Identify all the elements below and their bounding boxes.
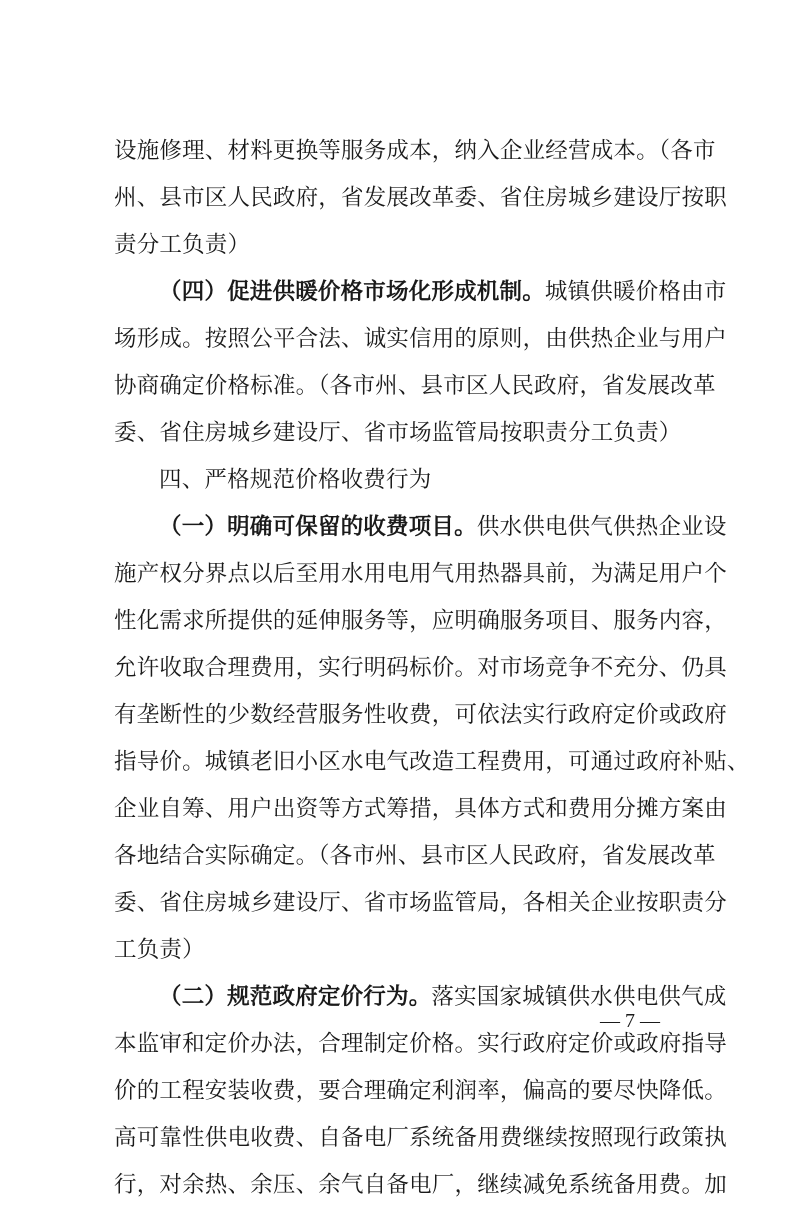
text-line: 设施修理、材料更换等服务成本，纳入企业经营成本。（各市 xyxy=(114,138,716,164)
text-line: 价的工程安装收费，要合理确定利润率，偏高的要尽快降低。 xyxy=(114,1078,727,1104)
text-line: 场形成。按照公平合法、诚实信用的原则，由供热企业与用户 xyxy=(114,326,727,352)
text-line: 高可靠性供电收费、自备电厂系统备用费继续按照现行政策执 xyxy=(114,1125,727,1151)
paragraph-text: 城镇供暖价格由市 xyxy=(544,279,727,305)
paragraph-start-line xyxy=(114,504,727,551)
text-line: 工负责） xyxy=(114,937,205,963)
text-line: 施产权分界点以后至用水用电用气用热器具前，为满足用户个 xyxy=(114,561,727,587)
text-line: 行，对余热、余压、余气自备电厂，继续减免系统备用费。加 xyxy=(114,1172,727,1198)
text-line: 指导价。城镇老旧小区水电气改造工程费用，可通过政府补贴、 xyxy=(114,749,750,775)
section-subheading: （四）促进供暖价格市场化形成机制。 xyxy=(159,279,545,305)
paragraph-text: 落实国家城镇供水供电供气成 xyxy=(431,984,727,1010)
document-body xyxy=(114,128,750,1209)
text-line: 委、省住房城乡建设厅、省市场监管局按职责分工负责） xyxy=(114,420,682,446)
section-subheading: （二）规范政府定价行为。 xyxy=(159,984,432,1010)
text-line: 委、省住房城乡建设厅、省市场监管局，各相关企业按职责分 xyxy=(114,890,727,916)
section-heading: 四、严格规范价格收费行为 xyxy=(159,467,432,493)
section-subheading: （一）明确可保留的收费项目。 xyxy=(159,514,477,540)
page-number: — 7 — xyxy=(600,1010,660,1032)
text-line: 本监审和定价办法，合理制定价格。实行政府定价或政府指导 xyxy=(114,1031,727,1057)
paragraph-start-line xyxy=(114,269,727,316)
text-line: 允许收取合理费用，实行明码标价。对市场竞争不充分、仍具 xyxy=(114,655,727,681)
text-line: 州、县市区人民政府，省发展改革委、省住房城乡建设厅按职 xyxy=(114,185,727,211)
text-line: 企业自筹、用户出资等方式筹措，具体方式和费用分摊方案由 xyxy=(114,796,727,822)
text-line: 性化需求所提供的延伸服务等，应明确服务项目、服务内容， xyxy=(114,608,727,634)
text-line: 各地结合实际确定。（各市州、县市区人民政府，省发展改革 xyxy=(114,843,716,869)
paragraph-text: 供水供电供气供热企业设 xyxy=(476,514,727,540)
text-line: 有垄断性的少数经营服务性收费，可依法实行政府定价或政府 xyxy=(114,702,727,728)
text-line: 协商确定价格标准。（各市州、县市区人民政府，省发展改革 xyxy=(114,373,716,399)
text-line: 责分工负责） xyxy=(114,232,251,258)
